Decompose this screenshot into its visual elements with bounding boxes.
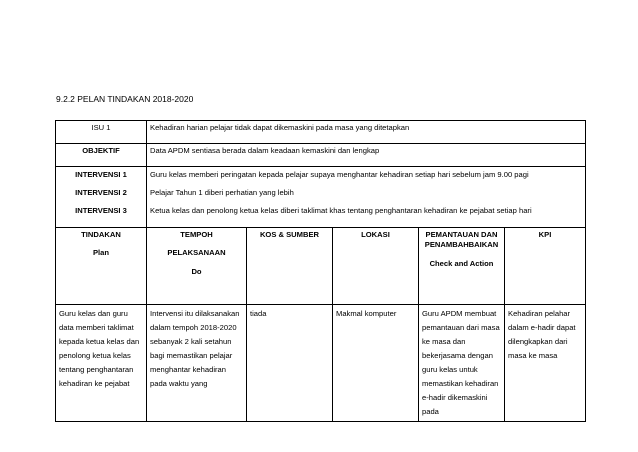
isu-label: ISU 1 bbox=[56, 121, 147, 144]
col-header-tempoh bbox=[147, 228, 247, 305]
col-header-tindakan bbox=[56, 228, 147, 305]
col-header-line: Check and Action bbox=[429, 258, 494, 268]
col-header-line: PEMANTAUAN DAN bbox=[425, 230, 498, 239]
col-header-line: PENAMBAHBAIKAN bbox=[424, 240, 499, 250]
intervensi-2-label: INTERVENSI 2 bbox=[75, 188, 127, 197]
isu-text: Kehadiran harian pelajar tidak dapat dikemaskini pada masa yang ditetapkan bbox=[147, 121, 586, 144]
section-heading: 9.2.2 PELAN TINDAKAN 2018-2020 bbox=[56, 94, 194, 104]
column-header-row bbox=[56, 228, 586, 305]
cell-kpi: Kehadiran pelahar dalam e-hadir dapat dilengkapkan dari masa ke masa bbox=[505, 305, 586, 422]
cell-tindakan: Guru kelas dan guru data memberi taklimat kepada ketua kelas dan penolong ketua kelas tentang penghantaran kehadiran ke pejabat bbox=[56, 305, 147, 422]
col-header-line: TEMPOH bbox=[180, 230, 213, 239]
col-header-kos bbox=[247, 228, 333, 305]
col-header-line: PELAKSANAAN bbox=[167, 248, 226, 258]
intervensi-row bbox=[56, 167, 586, 228]
col-header-pemantauan bbox=[419, 228, 505, 305]
col-header-line: Do bbox=[191, 266, 202, 276]
intervensi-labels bbox=[56, 167, 147, 228]
intervensi-1-text: Guru kelas memberi peringatan kepada pelajar supaya menghantar kehadiran setiap hari sebelum jam 9.00 pagi bbox=[150, 170, 529, 179]
cell-lokasi: Makmal komputer bbox=[333, 305, 419, 422]
intervensi-texts bbox=[147, 167, 586, 228]
action-plan-table bbox=[55, 120, 586, 422]
objektif-text: Data APDM sentiasa berada dalam keadaan kemaskini dan lengkap bbox=[147, 144, 586, 167]
cell-kos: tiada bbox=[247, 305, 333, 422]
isu-row bbox=[56, 121, 586, 144]
col-header-line: KOS & SUMBER bbox=[259, 230, 320, 239]
table-row bbox=[56, 305, 586, 422]
intervensi-1-label: INTERVENSI 1 bbox=[75, 170, 127, 179]
col-header-line: TINDAKAN bbox=[81, 230, 121, 239]
col-header-lokasi bbox=[333, 228, 419, 305]
intervensi-3-text: Ketua kelas dan penolong ketua kelas diberi taklimat khas tentang penghantaran kehadiran ke pejabat setiap hari bbox=[150, 206, 532, 215]
col-header-line: LOKASI bbox=[361, 230, 390, 239]
objektif-label: OBJEKTIF bbox=[56, 144, 147, 167]
col-header-line: Plan bbox=[92, 248, 110, 258]
intervensi-3-label: INTERVENSI 3 bbox=[75, 206, 127, 215]
objektif-row bbox=[56, 144, 586, 167]
cell-tempoh: Intervensi itu dilaksanakan dalam tempoh 2018-2020 sebanyak 2 kali setahun bagi memastikan pelajar menghantar kehadiran pada waktu yang bbox=[147, 305, 247, 422]
col-header-line: KPI bbox=[538, 230, 552, 239]
col-header-kpi bbox=[505, 228, 586, 305]
intervensi-2-text: Pelajar Tahun 1 diberi perhatian yang lebih bbox=[150, 188, 294, 197]
cell-pemantauan: Guru APDM membuat pemantauan dari masa ke masa dan bekerjasama dengan guru kelas untuk memastikan kehadiran e-hadir dikemaskini pada bbox=[419, 305, 505, 422]
